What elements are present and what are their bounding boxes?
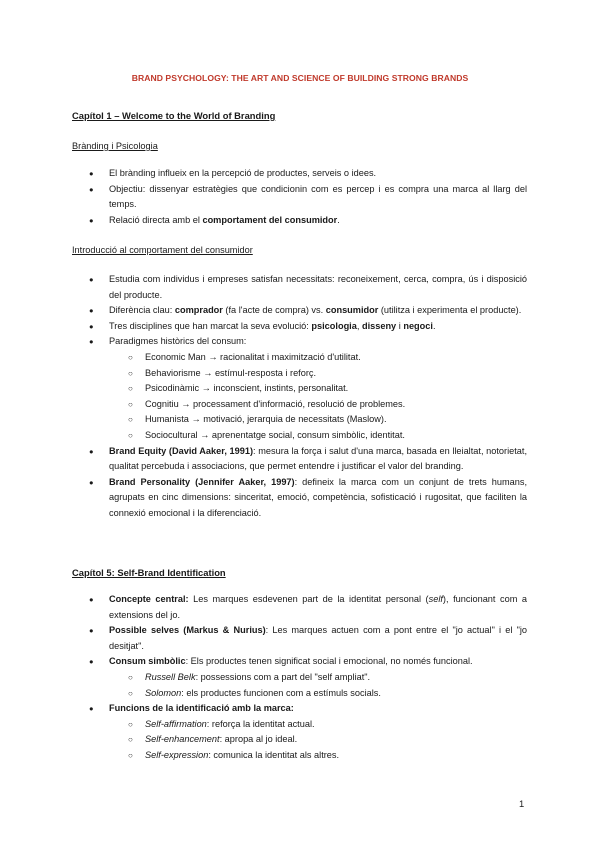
section-consumer-behaviour-heading: Introducció al comportament del consumidor	[72, 245, 253, 255]
chapter5-heading: Capítol 5: Self-Brand Identification	[72, 567, 226, 578]
paradigms-sublist	[109, 350, 527, 444]
self-brand-list	[0, 592, 600, 764]
list-item: ● Tres disciplines que han marcat la seva evolució: psicologia, disseny i negoci.	[0, 319, 527, 335]
list-item: ● Funcions de la identificació amb la marca: ○ Self-affirmation: reforça la identitat actual. ○ Self-enhancement: apropa al jo ideal. ○ Self-expression: comunica la identitat als altres.	[0, 701, 527, 763]
identification-functions-sublist	[109, 717, 527, 764]
page-number: 1	[519, 798, 525, 809]
consumer-behaviour-list	[0, 272, 600, 522]
list-item: ● Objectiu: dissenyar estratègies que condicionin com es percep i es compra una marca al llarg del temps.	[0, 182, 527, 213]
chapter1-heading: Capítol 1 – Welcome to the World of Branding	[72, 110, 276, 121]
sub-list-item: ○ Humanista → motivació, jerarquia de necessitats (Maslow).	[109, 412, 527, 428]
list-item: ● Consum simbòlic: Els productes tenen significat social i emocional, no només funcional. ○ Russell Belk: possessions com a part del "self ampliat". ○ Solomon: els productes funcionen com a estímuls socials.	[0, 654, 527, 701]
sub-list-item: ○ Economic Man → racionalitat i maximització d'utilitat.	[109, 350, 527, 366]
list-item: ● Paradigmes històrics del consum: ○ Economic Man → racionalitat i maximització d'utilitat. ○ Behaviorisme → estímul-resposta i reforç. ○ Psicodinàmic → inconscient, instints, personalitat. ○ Cognitiu → processament d'informació, resolució de problemes. ○ Humanista → motivació, jerarquia de necessitats (Maslow). ○ Sociocultural → aprenentatge social, consum simbòlic, identitat.	[0, 334, 527, 443]
sub-list-item: ○ Behaviorisme → estímul-resposta i reforç.	[109, 366, 527, 382]
list-item: ● El brànding influeix en la percepció de productes, serveis o idees.	[0, 166, 527, 182]
section-branding-psychology-heading: Brànding i Psicologia	[72, 141, 158, 151]
sub-list-item: ○ Sociocultural → aprenentatge social, consum simbòlic, identitat.	[109, 428, 527, 444]
branding-psychology-list	[0, 166, 600, 228]
symbolic-consumption-sublist	[109, 670, 527, 701]
list-item: ● Estudia com individus i empreses satisfan necessitats: reconeixement, cerca, compra, ús i disposició del producte.	[0, 272, 527, 303]
list-item: ● Possible selves (Markus & Nurius): Les marques actuen com a pont entre el "jo actual" i el "jo desitjat".	[0, 623, 527, 654]
sub-list-item: ○ Self-affirmation: reforça la identitat actual.	[109, 717, 527, 733]
list-item: ● Relació directa amb el comportament del consumidor.	[0, 213, 527, 229]
sub-list-item: ○ Russell Belk: possessions com a part del "self ampliat".	[109, 670, 527, 686]
sub-list-item: ○ Self-enhancement: apropa al jo ideal.	[109, 732, 527, 748]
sub-list-item: ○ Cognitiu → processament d'informació, resolució de problemes.	[109, 397, 527, 413]
list-item: ● Diferència clau: comprador (fa l'acte de compra) vs. consumidor (utilitza i experimenta el producte).	[0, 303, 527, 319]
list-item: ● Brand Personality (Jennifer Aaker, 1997): defineix la marca com un conjunt de trets humans, agrupats en cinc dimensions: sinceritat, emoció, competència, sofisticació i rugositat, que faciliten la connexió emocional i la diferenciació.	[0, 475, 527, 522]
list-item: ● Concepte central: Les marques esdevenen part de la identitat personal (self), funcionant com a extensions del jo.	[0, 592, 527, 623]
list-item: ● Brand Equity (David Aaker, 1991): mesura la força i salut d'una marca, basada en lleialtat, notorietat, qualitat percebuda i associacions, que permet entendre i justificar el valor del branding.	[0, 444, 527, 475]
sub-list-item: ○ Self-expression: comunica la identitat als altres.	[109, 748, 527, 764]
document-title: BRAND PSYCHOLOGY: THE ART AND SCIENCE OF BUILDING STRONG BRANDS	[131, 73, 469, 83]
sub-list-item: ○ Solomon: els productes funcionen com a estímuls socials.	[109, 686, 527, 702]
sub-list-item: ○ Psicodinàmic → inconscient, instints, personalitat.	[109, 381, 527, 397]
